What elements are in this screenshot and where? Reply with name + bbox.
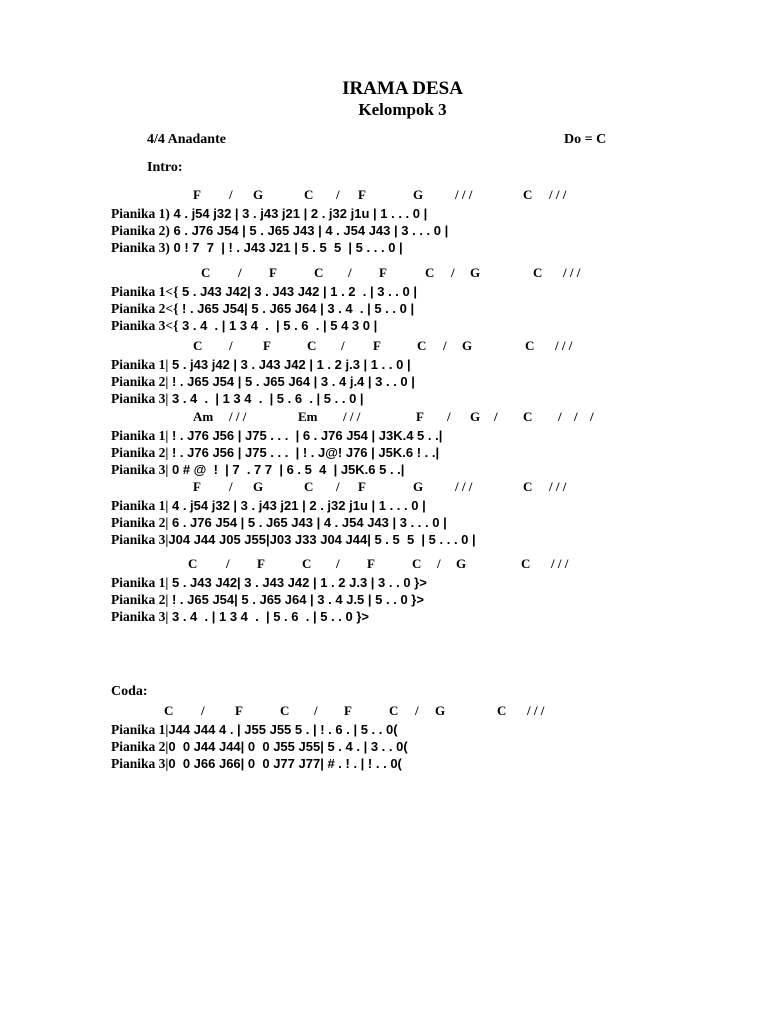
chord-symbol: / xyxy=(314,703,318,718)
chord-symbol: F xyxy=(235,703,243,718)
chord-row xyxy=(0,703,768,720)
pianika-line xyxy=(111,738,408,755)
tempo-marking: 4/4 Anadante xyxy=(147,132,226,147)
pianika-line xyxy=(111,356,411,373)
notation: ! . J65 J54| 5 . J65 J64 | 3 . 4 J.5 | 5 . . 0 }> xyxy=(168,592,424,607)
notation: 5 . J43 J42| 3 . J43 J42 | 1 . 2 . | 3 . . 0 | xyxy=(178,284,418,299)
pianika-line xyxy=(111,373,415,390)
pianika-line xyxy=(111,222,448,239)
chord-symbol: C xyxy=(521,556,531,571)
chord-symbol: G xyxy=(253,479,264,494)
chord-symbol: G xyxy=(462,338,473,353)
pianika-line xyxy=(111,497,426,514)
notation: 3 . 4 . | 1 3 4 . | 5 . 6 . | 5 4 3 0 | xyxy=(178,318,378,333)
chord-symbol: C xyxy=(302,556,312,571)
chord-symbol: F xyxy=(373,338,381,353)
chord-symbol: C xyxy=(314,265,324,280)
part-label: Pianika 3| xyxy=(111,391,169,406)
notation: 6 . J76 J54 | 5 . J65 J43 | 4 . J54 J43 | 3 . . . 0 | xyxy=(168,515,447,530)
chord-symbol: / xyxy=(336,479,340,494)
chord-row xyxy=(0,479,768,496)
notation: 4 . j54 j32 | 3 . j43 j21 | 2 . j32 j1u | 1 . . . 0 | xyxy=(169,206,428,221)
chord-symbol: / xyxy=(437,556,441,571)
chord-row xyxy=(0,187,768,204)
part-label: Pianika 3| xyxy=(111,609,169,624)
chord-row xyxy=(0,556,768,573)
chord-symbol: / xyxy=(229,187,233,202)
chord-symbol: / xyxy=(415,703,419,718)
chord-symbol: G xyxy=(435,703,446,718)
page-subtitle: Kelompok 3 xyxy=(358,100,447,119)
part-label: Pianika 1<{ xyxy=(111,284,179,299)
chord-symbol: / xyxy=(558,409,562,424)
chord-symbol: C xyxy=(497,703,507,718)
pianika-line xyxy=(111,514,447,531)
chord-symbol: / xyxy=(229,479,233,494)
notation: ! . J76 J56 | J75 . . . | 6 . J76 J54 | J3K.4 5 . .| xyxy=(168,428,443,443)
chord-symbol: / xyxy=(443,338,447,353)
chord-symbol: / xyxy=(226,556,230,571)
chord-symbol: Em xyxy=(298,409,318,424)
chord-symbol: G xyxy=(470,265,481,280)
chord-symbol: / xyxy=(336,556,340,571)
chord-symbol: F xyxy=(367,556,375,571)
chord-symbol: F xyxy=(358,479,366,494)
part-label: Pianika 1) xyxy=(111,206,170,221)
chord-symbol: F xyxy=(193,479,201,494)
chord-symbol: / xyxy=(348,265,352,280)
page-title: IRAMA DESA xyxy=(342,78,463,99)
chord-symbol: C xyxy=(304,187,314,202)
chord-symbol: / / / xyxy=(343,409,361,424)
chord-symbol: F xyxy=(257,556,265,571)
chord-symbol: / / / xyxy=(555,338,573,353)
notation: 0 ! 7 7 | ! . J43 J21 | 5 . 5 5 | 5 . . . 0 | xyxy=(169,240,403,255)
notation: 0 0 J66 J66| 0 0 J77 J77| # . ! . | ! . . 0( xyxy=(168,756,402,771)
chord-symbol: / / / xyxy=(229,409,247,424)
notation: 0 0 J44 J44| 0 0 J55 J55| 5 . 4 . | 3 . . 0( xyxy=(168,739,408,754)
chord-symbol: F xyxy=(416,409,424,424)
chord-symbol: C xyxy=(188,556,198,571)
chord-symbol: F xyxy=(358,187,366,202)
part-label: Pianika 3| xyxy=(111,462,169,477)
chord-symbol: C xyxy=(304,479,314,494)
chord-symbol: / xyxy=(590,409,594,424)
chord-symbol: / / / xyxy=(563,265,581,280)
chord-symbol: F xyxy=(263,338,271,353)
part-label: Pianika 3) xyxy=(111,240,170,255)
chord-symbol: C xyxy=(523,409,533,424)
part-label: Pianika 2| xyxy=(111,515,169,530)
chord-symbol: G xyxy=(413,479,424,494)
part-label: Pianika 2| xyxy=(111,374,169,389)
chord-symbol: F xyxy=(193,187,201,202)
chord-symbol: F xyxy=(344,703,352,718)
chord-symbol: / xyxy=(451,265,455,280)
chord-symbol: / xyxy=(201,703,205,718)
notation: J04 J44 J05 J55|J03 J33 J04 J44| 5 . 5 5 | 5 . . . 0 | xyxy=(168,532,476,547)
chord-symbol: C xyxy=(280,703,290,718)
notation: 5 . J43 J42| 3 . J43 J42 | 1 . 2 J.3 | 3 . . 0 }> xyxy=(168,575,427,590)
chord-symbol: C xyxy=(412,556,422,571)
chord-symbol: C xyxy=(201,265,211,280)
part-label: Pianika 1| xyxy=(111,357,169,372)
part-label: Pianika 2) xyxy=(111,223,170,238)
chord-symbol: C xyxy=(193,338,203,353)
intro-label: Intro: xyxy=(147,160,183,175)
pianika-line xyxy=(111,721,398,738)
part-label: Pianika 1| xyxy=(111,498,169,513)
chord-symbol: G xyxy=(470,409,481,424)
chord-symbol: / / / xyxy=(549,479,567,494)
chord-symbol: F xyxy=(269,265,277,280)
chord-symbol: / xyxy=(447,409,451,424)
part-label: Pianika 1| xyxy=(111,428,169,443)
chord-symbol: C xyxy=(523,479,533,494)
pianika-line xyxy=(111,239,403,256)
chord-symbol: C xyxy=(525,338,535,353)
chord-symbol: C xyxy=(425,265,435,280)
chord-row xyxy=(0,409,768,426)
notation: 5 . j43 j42 | 3 . J43 J42 | 1 . 2 j.3 | 1 . . 0 | xyxy=(168,357,411,372)
notation: 4 . j54 j32 | 3 . j43 j21 | 2 . j32 j1u | 1 . . . 0 | xyxy=(168,498,426,513)
chord-symbol: C xyxy=(164,703,174,718)
chord-symbol: C xyxy=(389,703,399,718)
notation: 3 . 4 . | 1 3 4 . | 5 . 6 . | 5 . . 0 | xyxy=(168,391,364,406)
chord-symbol: C xyxy=(523,187,533,202)
chord-symbol: / xyxy=(336,187,340,202)
chord-symbol: / xyxy=(574,409,578,424)
pianika-line xyxy=(111,608,369,625)
pianika-line xyxy=(111,300,414,317)
part-label: Pianika 3| xyxy=(111,532,169,547)
chord-symbol: / xyxy=(238,265,242,280)
coda-label: Coda: xyxy=(111,684,148,699)
chord-symbol: / xyxy=(494,409,498,424)
pianika-line xyxy=(111,755,402,772)
chord-symbol: C xyxy=(533,265,543,280)
chord-symbol: / / / xyxy=(549,187,567,202)
chord-symbol: C xyxy=(417,338,427,353)
part-label: Pianika 3<{ xyxy=(111,318,179,333)
chord-symbol: / / / xyxy=(527,703,545,718)
pianika-line xyxy=(111,444,439,461)
chord-symbol: / / / xyxy=(551,556,569,571)
chord-row xyxy=(0,265,768,282)
part-label: Pianika 3| xyxy=(111,756,169,771)
chord-symbol: Am xyxy=(193,409,214,424)
chord-symbol: / xyxy=(341,338,345,353)
pianika-line xyxy=(111,205,427,222)
pianika-line xyxy=(111,591,424,608)
part-label: Pianika 2| xyxy=(111,445,169,460)
pianika-line xyxy=(111,531,476,548)
notation: 3 . 4 . | 1 3 4 . | 5 . 6 . | 5 . . 0 }> xyxy=(168,609,369,624)
pianika-line xyxy=(111,283,417,300)
part-label: Pianika 1| xyxy=(111,722,169,737)
part-label: Pianika 2| xyxy=(111,739,169,754)
key-signature: Do = C xyxy=(564,132,607,147)
notation: ! . J65 J54| 5 . J65 J64 | 3 . 4 . | 5 . . 0 | xyxy=(178,301,415,316)
chord-symbol: G xyxy=(253,187,264,202)
notation: ! . J76 J56 | J75 . . . | ! . J@! J76 | J5K.6 ! . .| xyxy=(168,445,440,460)
pianika-line xyxy=(111,427,442,444)
part-label: Pianika 2<{ xyxy=(111,301,179,316)
part-label: Pianika 1| xyxy=(111,575,169,590)
notation: ! . J65 J54 | 5 . J65 J64 | 3 . 4 j.4 | 3 . . 0 | xyxy=(168,374,415,389)
pianika-line xyxy=(111,317,377,334)
chord-symbol: / / / xyxy=(455,187,473,202)
pianika-line xyxy=(111,461,404,478)
chord-symbol: / / / xyxy=(455,479,473,494)
pianika-line xyxy=(111,574,427,591)
chord-row xyxy=(0,338,768,355)
notation: 0 # @ ! | 7 . 7 7 | 6 . 5 4 | J5K.6 5 . .| xyxy=(168,462,405,477)
chord-symbol: G xyxy=(413,187,424,202)
notation: 6 . J76 J54 | 5 . J65 J43 | 4 . J54 J43 | 3 . . . 0 | xyxy=(169,223,449,238)
part-label: Pianika 2| xyxy=(111,592,169,607)
chord-symbol: G xyxy=(456,556,467,571)
chord-symbol: F xyxy=(379,265,387,280)
pianika-line xyxy=(111,390,364,407)
chord-symbol: C xyxy=(307,338,317,353)
notation: J44 J44 4 . | J55 J55 5 . | ! . 6 . | 5 . . 0( xyxy=(168,722,398,737)
chord-symbol: / xyxy=(229,338,233,353)
